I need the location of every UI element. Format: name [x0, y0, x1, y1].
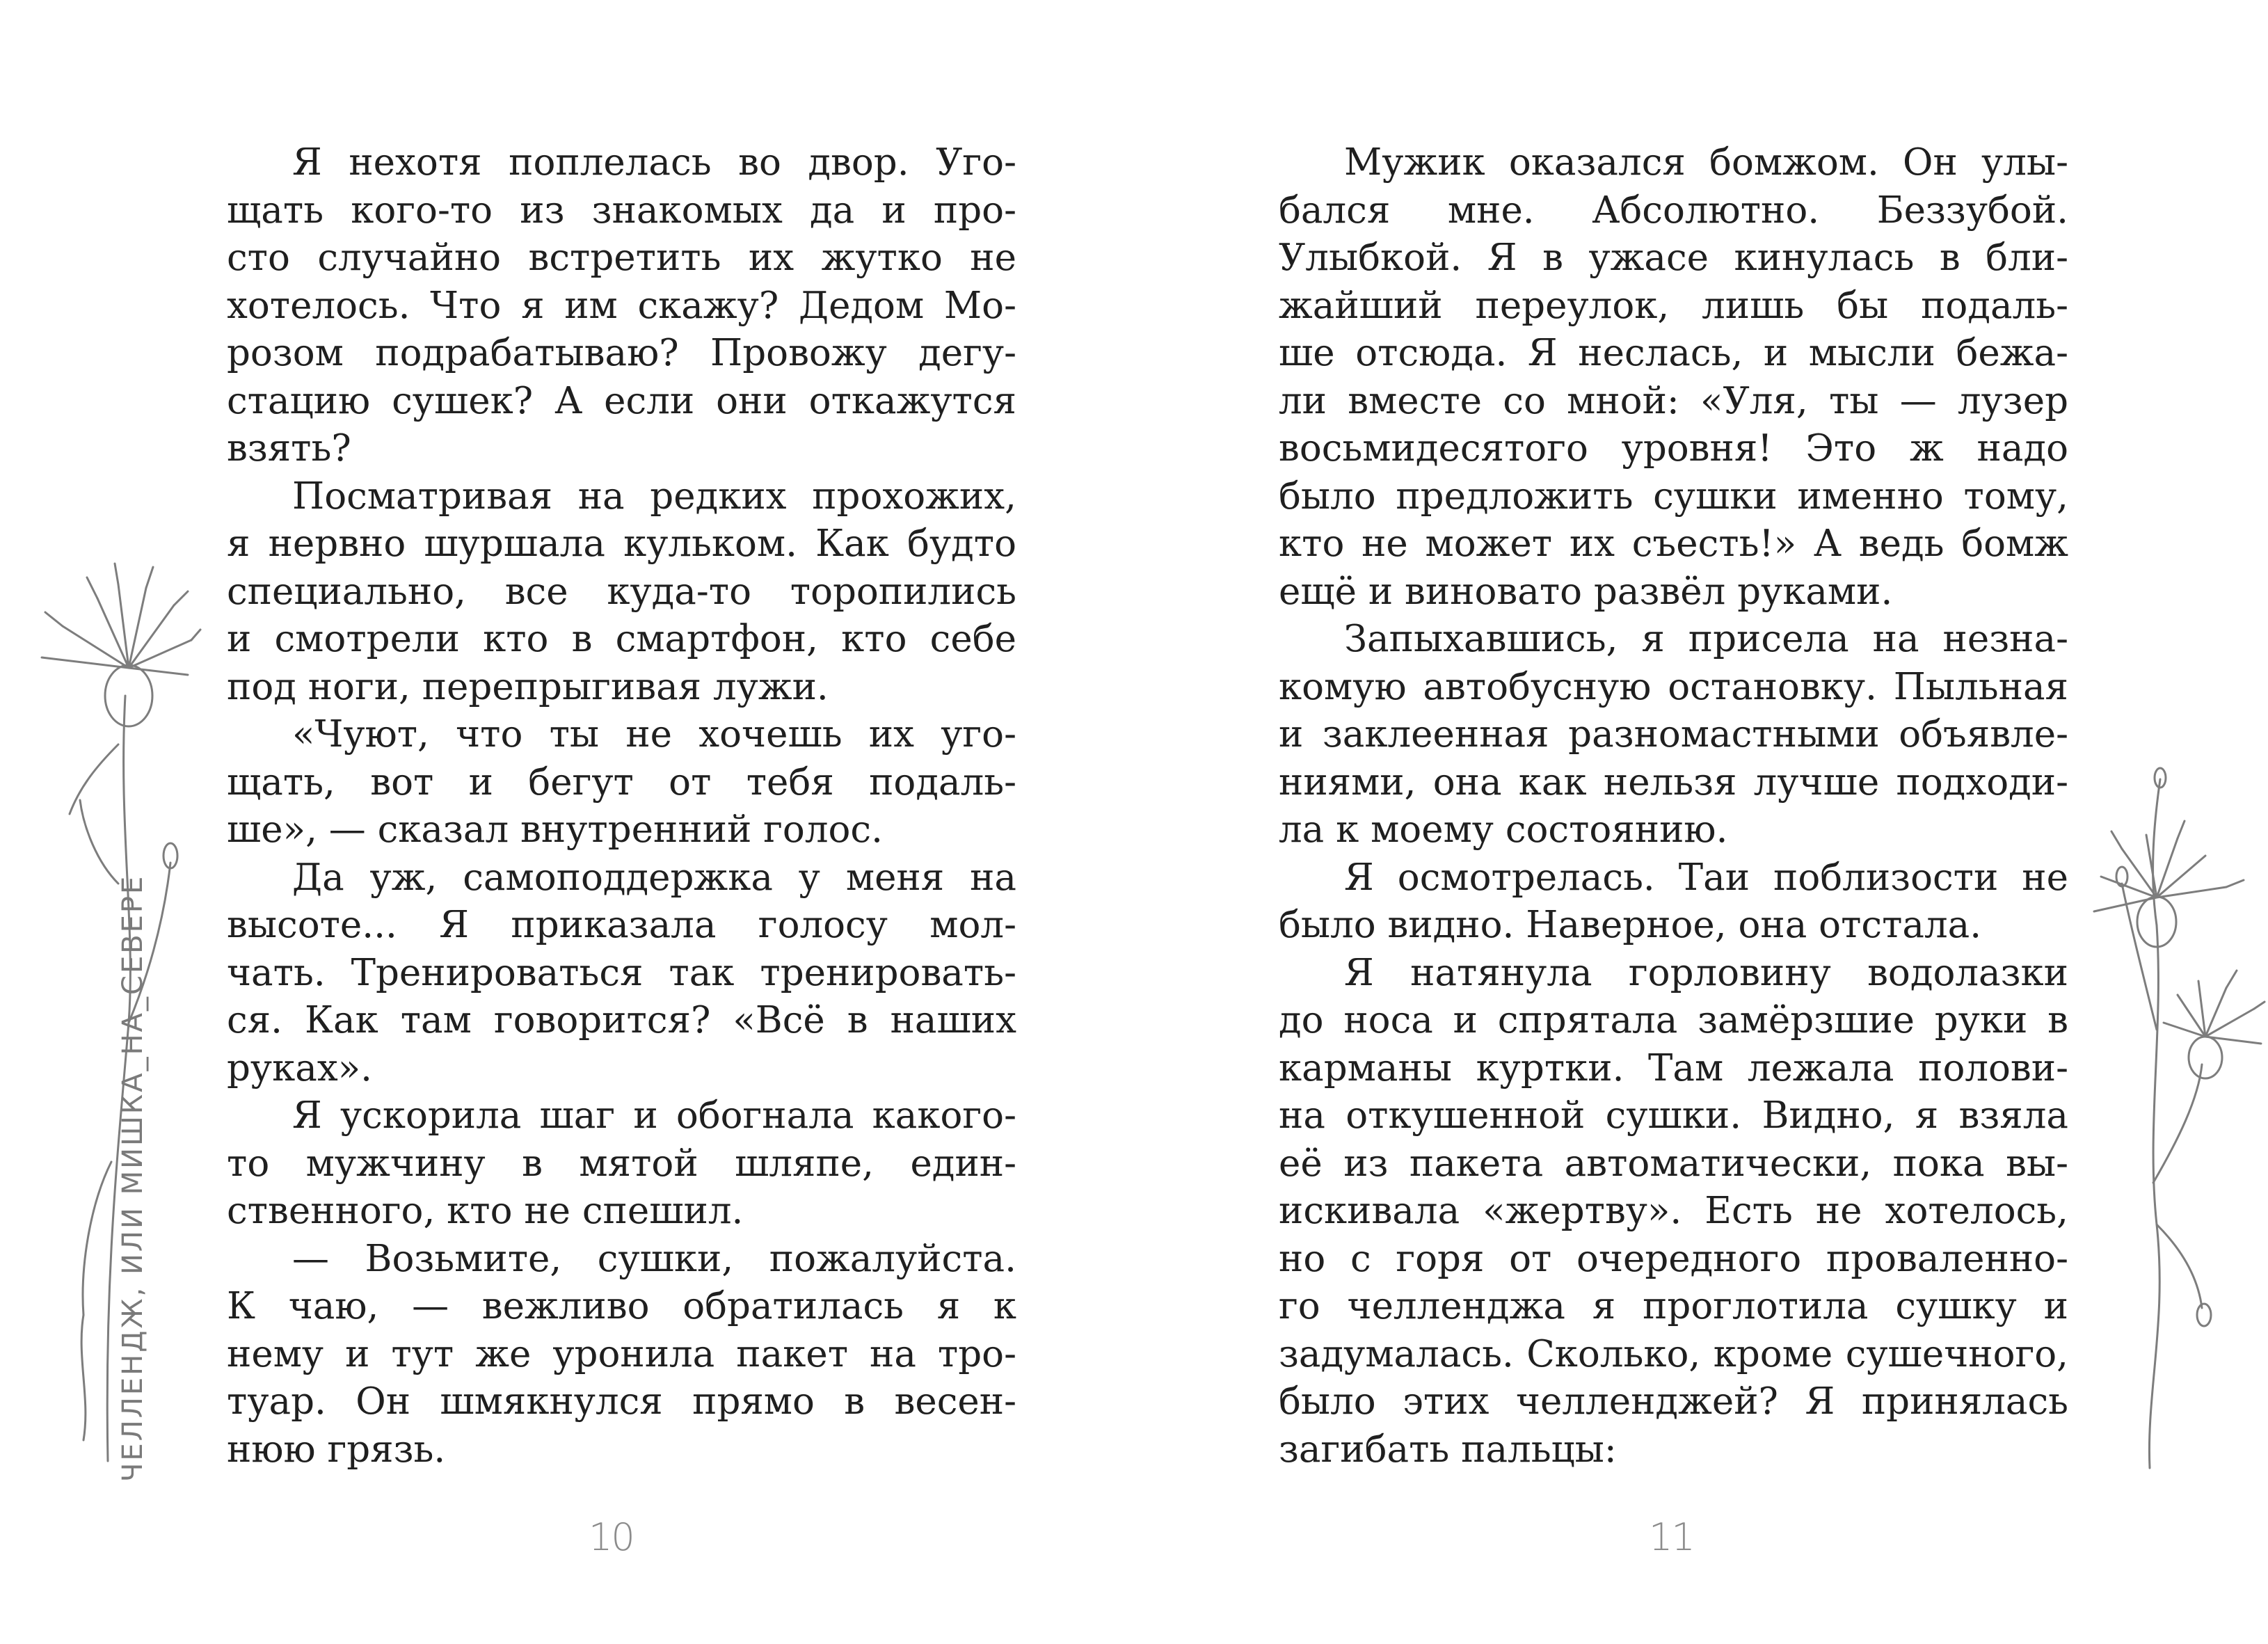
text-line: было видно. Наверное, она отстала. [1279, 904, 1982, 946]
text-line: взять? [227, 427, 351, 470]
text-line: на откушенной сушки. Видно, я взяла [1279, 1094, 2068, 1137]
text-line: задумалась. Сколько, кроме сушечного, [1279, 1332, 2068, 1375]
text-line: ше отсюда. Я неслась, и мысли бежа- [1279, 332, 2068, 374]
text-line: ла к моему состоянию. [1279, 808, 1728, 851]
text-line: карманы куртки. Там лежала полови- [1279, 1046, 2068, 1090]
text-line: Я ускорила шаг и обогнала какого- [292, 1094, 1016, 1137]
text-line: сто случайно встретить их жутко не [227, 237, 1016, 279]
text-line: я нервно шуршала кульком. Как будто [227, 522, 1016, 565]
text-line: то мужчину в мятой шляпе, един- [227, 1142, 1016, 1185]
text-line: но с горя от очередного проваленно- [1279, 1237, 2068, 1280]
text-line: под ноги, перепрыгивая лужи. [227, 665, 829, 708]
text-line: стацию сушек? А если они откажутся [227, 379, 1016, 422]
page-number-right: 11 [1649, 1515, 1694, 1559]
text-line: высоте... Я приказала голосу мол- [227, 904, 1016, 946]
text-line: Улыбкой. Я в ужасе кинулась в бли- [1279, 237, 2068, 279]
text-line: Посматривая на редких прохожих, [292, 474, 1016, 518]
text-line: Я осмотрелась. Таи поблизости не [1344, 856, 2068, 899]
cornflower-left-illustration [14, 536, 202, 1468]
text-line: восьмидесятого уровня! Это ж надо [1279, 427, 2068, 470]
text-line: щать кого-то из знакомых да и про- [227, 189, 1016, 232]
page-number-left: 10 [589, 1515, 634, 1559]
text-line: загибать пальцы: [1279, 1428, 1617, 1471]
text-line: руках». [227, 1046, 372, 1090]
text-line: туар. Он шмякнулся прямо в весен- [227, 1380, 1016, 1423]
text-line: Запыхавшись, я присела на незна- [1344, 618, 2068, 660]
text-line: ниями, она как нельзя лучше подходи- [1279, 760, 2068, 804]
text-line: нему и тут же уронила пакет на тро- [227, 1332, 1016, 1375]
left-page-text [227, 139, 1016, 1474]
cornflower-right-illustration [2080, 765, 2268, 1475]
text-line: и заклеенная разномастными объявле- [1279, 713, 2068, 756]
text-line: было этих челленджей? Я принялась [1279, 1380, 2068, 1423]
text-line: «Чуют, что ты не хочешь их уго- [292, 713, 1016, 756]
text-line: кто не может их съесть!» А ведь бомж [1279, 522, 2068, 565]
text-line: её из пакета автоматически, пока вы- [1279, 1142, 2068, 1185]
text-line: ещё и виновато развёл руками. [1279, 570, 1893, 613]
text-line: чать. Тренироваться так тренировать- [227, 951, 1016, 994]
text-line: Да уж, самоподдержка у меня на [292, 856, 1016, 899]
text-line: искивала «жертву». Есть не хотелось, [1279, 1190, 2068, 1232]
text-line: нюю грязь. [227, 1428, 446, 1471]
text-line: щать, вот и бегут от тебя подаль- [227, 760, 1016, 804]
text-line: комую автобусную остановку. Пыльная [1279, 665, 2068, 708]
text-line: го челленджа я проглотила сушку и [1279, 1285, 2068, 1327]
text-line: до носа и спрятала замёрзшие руки в [1279, 999, 2068, 1042]
text-line: специально, все куда-то торопились [227, 570, 1016, 613]
text-line: и смотрели кто в смартфон, кто себе [227, 618, 1016, 660]
text-line: ственного, кто не спешил. [227, 1190, 744, 1232]
vertical-book-title: ЧЕЛЛЕНДЖ, ИЛИ МИШКА_НА_СЕВЕРЕ [117, 874, 149, 1482]
text-line: хотелось. Что я им скажу? Дедом Мо- [227, 284, 1016, 327]
text-line: Мужик оказался бомжом. Он улы- [1344, 141, 2068, 184]
text-line: ли вместе со мной: «Уля, ты — лузер [1279, 379, 2068, 422]
text-line: ше», — сказал внутренний голос. [227, 808, 883, 851]
text-line: Я нехотя поплелась во двор. Уго- [292, 141, 1016, 184]
text-line: — Возьмите, сушки, пожалуйста. [292, 1237, 1016, 1280]
right-page-text [1279, 139, 2068, 1474]
text-line: ся. Как там говорится? «Всё в наших [227, 999, 1016, 1042]
text-line: было предложить сушки именно тому, [1279, 474, 2068, 518]
text-line: бался мне. Абсолютно. Беззубой. [1279, 189, 2068, 232]
text-line: Я натянула горловину водолазки [1344, 951, 2068, 994]
text-line: жайший переулок, лишь бы подаль- [1279, 284, 2068, 327]
text-line: розом подрабатываю? Провожу дегу- [227, 332, 1016, 374]
text-line: К чаю, — вежливо обратилась я к [227, 1285, 1016, 1327]
